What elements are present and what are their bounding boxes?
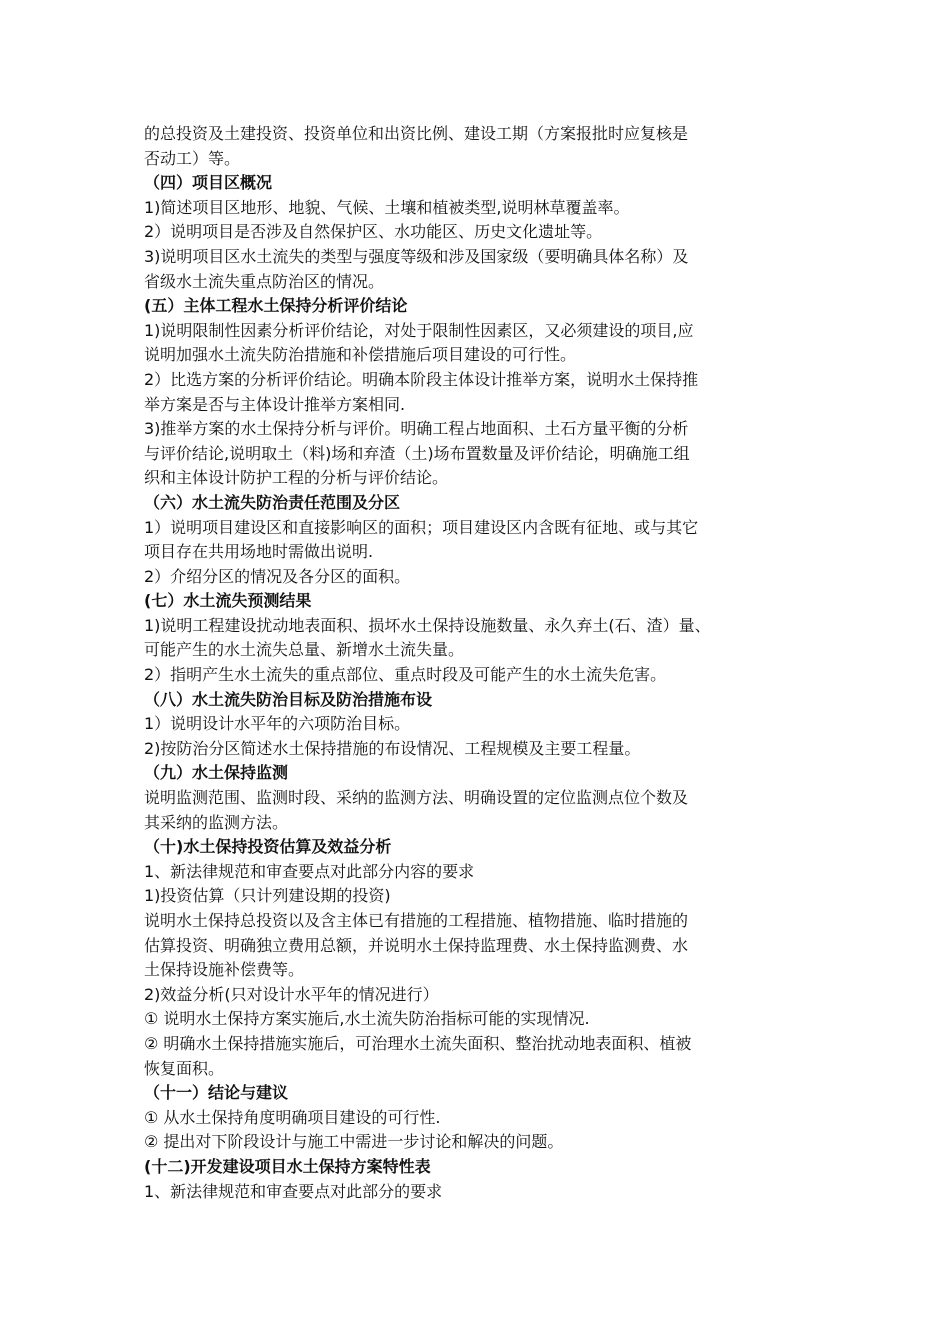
body-text-line: 2）比选方案的分析评价结论。明确本阶段主体设计推举方案，说明水土保持推 — [144, 369, 699, 389]
body-text-line: 土保持设施补偿费等。 — [144, 960, 305, 980]
body-text-line: 1)说明限制性因素分析评价结论，对处于限制性因素区，又必须建设的项目,应 — [144, 320, 694, 340]
body-text-line: 3)推举方案的水土保持分析与评价。明确工程占地面积、土石方量平衡的分析 — [144, 419, 689, 439]
section-heading: （九）水土保持监测 — [144, 763, 289, 783]
body-text-line: 项目存在共用场地时需做出说明. — [144, 542, 374, 562]
body-text-line: 说明监测范围、监测时段、采纳的监测方法、明确设置的定位监测点位个数及 — [144, 788, 689, 808]
body-text-line: 织和主体设计防护工程的分析与评价结论。 — [144, 468, 449, 488]
body-text-line: 1)简述项目区地形、地貌、气候、土壤和植被类型,说明林草覆盖率。 — [144, 197, 630, 217]
body-text-line: 其采纳的监测方法。 — [144, 812, 289, 832]
body-text-line: 与评价结论,说明取土（料)场和弃渣（土)场布置数量及评价结论，明确施工组 — [144, 443, 690, 463]
body-text-line: 1、新法律规范和审查要点对此部分的要求 — [144, 1181, 443, 1201]
body-text-line: 1）说明设计水平年的六项防治目标。 — [144, 714, 411, 734]
body-text-line: 2)按防治分区简述水土保持措施的布设情况、工程规模及主要工程量。 — [144, 738, 641, 758]
section-heading: （十)水土保持投资估算及效益分析 — [144, 837, 392, 857]
body-text-line: 可能产生的水土流失总量、新增水土流失量。 — [144, 640, 465, 660]
body-text-line: 1)投资估算（只计列建设期的投资) — [144, 886, 391, 906]
document-page — [144, 122, 824, 1204]
body-text-line: 3)说明项目区水土流失的类型与强度等级和涉及国家级（要明确具体名称）及 — [144, 246, 689, 266]
section-heading: (七）水土流失预测结果 — [144, 591, 312, 611]
body-text-line: ② 明确水土保持措施实施后，可治理水土流失面积、整治扰动地表面积、植被 — [144, 1033, 692, 1053]
section-heading: （六）水土流失防治责任范围及分区 — [144, 492, 401, 512]
body-text-line: 1、新法律规范和审查要点对此部分内容的要求 — [144, 861, 475, 881]
body-text-line: 1）说明项目建设区和直接影响区的面积；项目建设区内含既有征地、或与其它 — [144, 517, 699, 537]
body-text-line: 1)说明工程建设扰动地表面积、损坏水土保持设施数量、永久弃土(石、渣）量、 — [144, 615, 711, 635]
body-text-line: ② 提出对下阶段设计与施工中需进一步讨论和解决的问题。 — [144, 1132, 564, 1152]
body-text-line: 说明水土保持总投资以及含主体已有措施的工程措施、植物措施、临时措施的 — [144, 911, 689, 930]
section-heading: （四）项目区概况 — [144, 173, 273, 193]
section-heading: （十一）结论与建议 — [144, 1083, 289, 1103]
body-text-line: 省级水土流失重点防治区的情况。 — [144, 271, 385, 291]
body-text-line: 说明加强水土流失防治措施和补偿措施后项目建设的可行性。 — [144, 345, 577, 365]
body-text-line: 2）说明项目是否涉及自然保护区、水功能区、历史文化遗址等。 — [144, 222, 603, 242]
body-text-line: 2)效益分析(只对设计水平年的情况进行） — [144, 984, 439, 1004]
body-text-line: 估算投资、明确独立费用总额，并说明水土保持监理费、水土保持监测费、水 — [144, 935, 689, 955]
body-text-line: 2）指明产生水土流失的重点部位、重点时段及可能产生的水土流失危害。 — [144, 665, 667, 685]
body-text-line: ① 说明水土保持方案实施后,水土流失防治指标可能的实现情况. — [144, 1009, 590, 1029]
section-heading: (五）主体工程水土保持分析评价结论 — [144, 296, 408, 316]
body-text-line: 的总投资及土建投资、投资单位和出资比例、建设工期（方案报批时应复核是 — [144, 124, 689, 143]
section-heading: (十二)开发建设项目水土保持方案特性表 — [144, 1156, 431, 1176]
body-text-line: 举方案是否与主体设计推举方案相同. — [144, 394, 406, 414]
body-text-line: 2）介绍分区的情况及各分区的面积。 — [144, 566, 411, 586]
body-text-line: ① 从水土保持角度明确项目建设的可行性. — [144, 1107, 441, 1127]
body-text-line: 恢复面积。 — [144, 1058, 225, 1078]
body-text-line: 否动工）等。 — [144, 148, 241, 168]
section-heading: （八）水土流失防治目标及防治措施布设 — [144, 689, 433, 709]
